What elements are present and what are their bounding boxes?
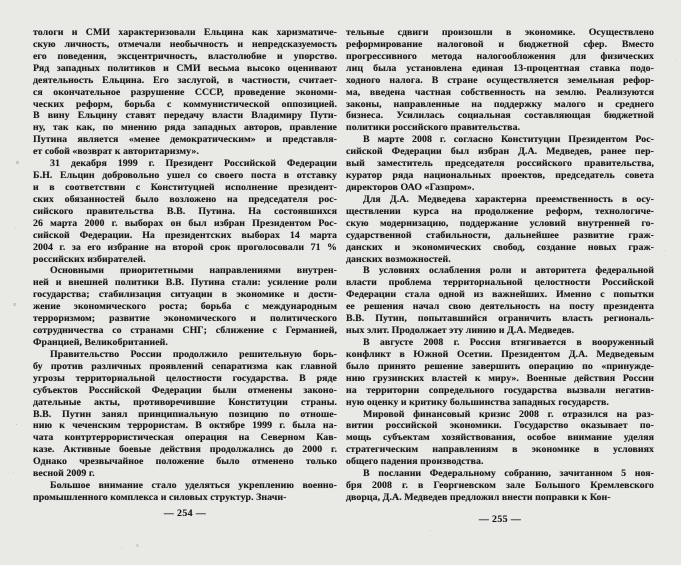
text-line: ческих реформ, борьба с коммунистической оппозицией.: [33, 98, 337, 110]
text-line: на территории сопредельного государства вызвали негатив-: [346, 384, 654, 396]
text-line: российских избирателей.: [33, 253, 146, 265]
text-line: мощь субъектам хозяйствования, особое внимание уделяя: [346, 432, 654, 444]
text-line: ходного налога. В стране осуществляется земельная рефор-: [346, 74, 654, 86]
text-line: ее решения начал свою деятельность на посту президента: [346, 301, 654, 313]
text-line: сийской Федерации был избран Д.А. Медведев, ранее пер-: [346, 146, 654, 158]
text-line: ет собой «возврат к авторитаризму».: [33, 146, 199, 158]
page-left-text: [33, 27, 337, 504]
text-line: нию грузинских властей к миру». Военные действия России: [346, 372, 654, 384]
text-line: ней и внешней политики В.В. Путина стали: усиление роли: [33, 277, 337, 289]
text-line: деятельность Ельцина. Его заслугой, в частности, считает-: [33, 74, 337, 86]
text-line: казе. Активные боевые действия продолжались до 2000 г.: [33, 444, 337, 456]
text-line: государства; стабилизация ситуации в экономике и дости-: [33, 289, 337, 301]
text-line: нию к чеченским террористам. В октябре 1999 г. была на-: [33, 420, 337, 432]
text-line: бизнеса. Усилилась социальная составляющая бюджетной: [346, 110, 654, 122]
text-line: Федерации стала одной из важнейших. Именно с попытки: [346, 289, 654, 301]
page-left: [33, 27, 337, 520]
page-right: [346, 27, 654, 526]
text-line: чата контртеррористическая операция на Северном Кав-: [33, 432, 337, 444]
text-line: реформирование налоговой и бюджетной сфер. Вместо: [346, 38, 654, 50]
text-line: В марте 2008 г. согласно Конституции Президентом Рос-: [363, 134, 654, 146]
text-line: В послании Федеральному собранию, зачитанном 5 ноя-: [363, 468, 654, 480]
text-line: 31 декабря 1999 г. Президент Российской Федерации: [50, 158, 337, 170]
text-line: В августе 2008 г. Россия втягивается в вооруженный: [363, 336, 654, 348]
text-line: 2004 г. за его избрание на второй срок проголосовали 71 %: [33, 241, 337, 253]
text-line: ществлении курса на продолжение реформ, технологиче-: [346, 205, 654, 217]
text-line: вый заместитель председателя российского правительства,: [346, 158, 654, 170]
text-line: дательные акты, противоречившие Конституции страны.: [33, 396, 337, 408]
text-line: стратегическим направлениям в экономике в условиях: [346, 444, 654, 456]
text-line: жение экономического роста; борьба с международным: [33, 301, 337, 313]
page-right-text: [346, 27, 654, 504]
text-line: терроризмом; развитие экономического и политического: [33, 313, 337, 325]
text-line: угрозы территориальной целостности государства. В ряде: [33, 372, 337, 384]
text-line: витии российской экономики. Государство оказывает по-: [346, 420, 654, 432]
text-line: ную оценку и критику большинства западных государств.: [346, 396, 609, 408]
text-line: ся окончательное разрушение СССР, проведение экономи-: [33, 86, 337, 98]
text-line: и в соответствии с Конституцией исполнение президент-: [33, 181, 337, 193]
text-line: Путина является «менее демократическим» и представля-: [33, 134, 337, 146]
text-line: сийского правительства В.В. Путина. На состоявшихся: [33, 205, 337, 217]
scan-noise: [0, 0, 1, 1]
text-line: прогрессивного метода налогообложения для физических: [346, 50, 654, 62]
text-line: политики российского правительства.: [346, 122, 521, 134]
text-line: директоров ОАО «Газпром».: [346, 181, 475, 193]
text-line: бря 2008 г. в Георгиевском зале Большого Кремлевского: [346, 480, 654, 492]
text-line: скую личность, отмечали необычность и непредсказуемость: [33, 38, 337, 50]
text-line: скую модернизацию, поддержание условий внутренней го-: [346, 217, 654, 229]
text-line: Большое внимание стало уделяться укреплению военно-: [50, 480, 337, 492]
text-line: сотрудничества со странами СНГ; сближение с Германией,: [33, 325, 337, 337]
text-line: субъектов Российской Федерации были отменены законо-: [33, 384, 337, 396]
text-line: власти проблема территориальной целостности Российской: [346, 277, 654, 289]
text-line: 26 марта 2000 г. выборах он был избран Президентом Рос-: [33, 217, 337, 229]
text-line: Однако чрезвычайное положение было отменено только: [33, 456, 337, 468]
text-line: данских возможностей.: [346, 253, 451, 265]
text-line: лиц была установлена единая 13-процентная ставка подо-: [346, 62, 654, 74]
text-line: тельные сдвиги произошли в экономике. Осуществлено: [346, 27, 654, 38]
text-line: бу против различных проявлений сепаратизма как главной: [33, 360, 337, 372]
text-line: дворца, Д.А. Медведев предложил внести поправки к Кон-: [346, 491, 611, 503]
text-line: Б.Н. Ельцин добровольно ушел со своего поста в отставку: [33, 170, 337, 182]
text-line: тологи и СМИ характеризовали Ельцина как харизматиче-: [33, 27, 337, 38]
text-line: В.В. Путин занял принципиальную позицию по отноше-: [33, 408, 337, 420]
text-line: общего падения производства.: [346, 456, 484, 468]
page-number-left: — 254 —: [163, 507, 207, 519]
text-line: весной 2009 г.: [33, 468, 95, 480]
text-line: Францией, Великобританией.: [33, 336, 168, 348]
text-line: В условиях ослабления роли и авторитета федеральной: [363, 265, 654, 277]
text-line: Ряд западных политиков и СМИ весьма высоко оценивают: [33, 62, 337, 74]
text-line: ских обязанностей было возложено на председателя рос-: [33, 193, 337, 205]
text-line: Основными приоритетными направлениями внутрен-: [50, 265, 337, 277]
text-line: ну, так как, по мнению ряда западных авторов, правление: [33, 122, 337, 134]
text-line: сийской Федерации. На президентских выборах 14 марта: [33, 229, 337, 241]
text-line: В.В. Путин, попытавшийся ограничить власть региональ-: [346, 313, 654, 325]
text-line: ных элит. Продолжает эту линию и Д.А. Медведев.: [346, 325, 575, 337]
text-line: Правительство России продолжило решительную борь-: [50, 348, 337, 360]
text-line: промышленного комплекса и силовых структур. Значи-: [33, 491, 287, 503]
text-line: данских и экономических свобод, создание новых граж-: [346, 241, 654, 253]
text-line: законы, направленные на поддержку малого и среднего: [346, 98, 654, 110]
text-line: его поведения, эксцентричность, властолюбие и упорство.: [33, 50, 337, 62]
text-line: Мировой финансовый кризис 2008 г. отразился на раз-: [363, 408, 654, 420]
page-number-right: — 255 —: [478, 513, 522, 525]
text-line: конфликт в Южной Осетии. Президентом Д.А. Медведевым: [346, 348, 654, 360]
text-line: сударственной стабильности, дальнейшее развитие граж-: [346, 229, 654, 241]
text-line: было принято решение завершить операцию по «принужде-: [346, 360, 654, 372]
text-line: ма, введена частная собственность на землю. Реализуются: [346, 86, 654, 98]
text-line: Для Д.А. Медведева характерна преемственность в осу-: [363, 193, 654, 205]
text-line: куратор ряда национальных проектов, председатель совета: [346, 170, 654, 182]
text-line: В вину Ельцину ставят передачу власти Владимиру Пути-: [33, 110, 337, 122]
